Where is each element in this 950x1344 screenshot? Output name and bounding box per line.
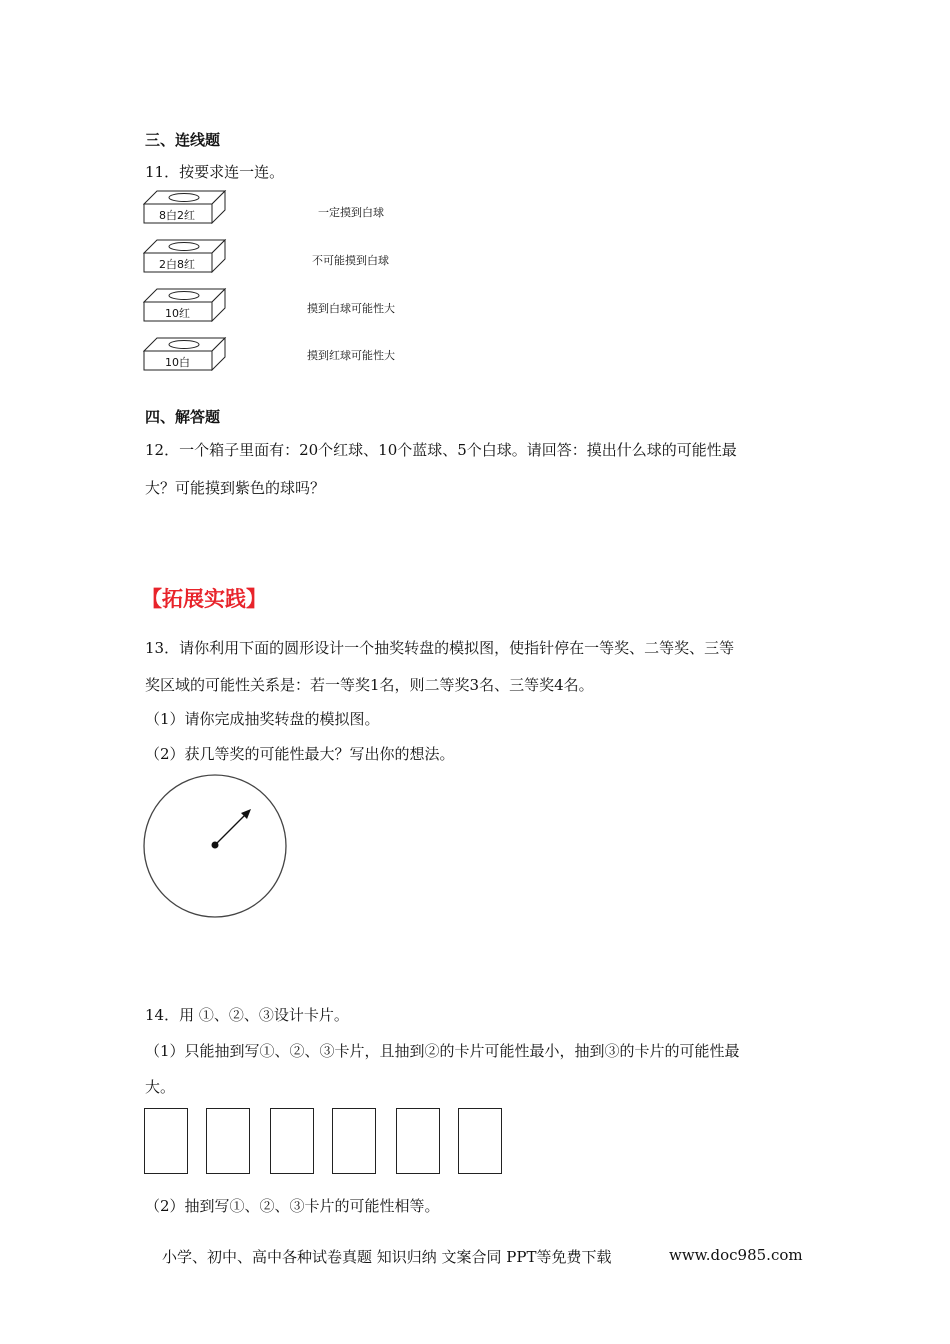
footer-url[interactable]: www.doc985.com bbox=[669, 1246, 803, 1264]
question-13-line-1: 13．请你利用下面的圆形设计一个抽奖转盘的模拟图，使指针停在一等奖、二等奖、三等 bbox=[145, 639, 735, 657]
box-label: 2白8红 bbox=[159, 258, 195, 271]
ball-box-4 bbox=[143, 337, 227, 375]
blank-card-6 bbox=[458, 1108, 502, 1174]
box-label: 8白2红 bbox=[159, 209, 195, 222]
question-14-sub-2: （2）抽到写①、②、③卡片的可能性相等。 bbox=[145, 1197, 440, 1215]
question-11-prompt: 11．按要求连一连。 bbox=[145, 163, 285, 181]
ball-box-1 bbox=[143, 190, 227, 228]
ball-box-3 bbox=[143, 288, 227, 326]
option-2: 不可能摸到白球 bbox=[312, 254, 389, 267]
section-4-title: 四、解答题 bbox=[145, 408, 221, 426]
option-1: 一定摸到白球 bbox=[318, 206, 384, 219]
ball-box-2 bbox=[143, 239, 227, 277]
question-13-sub-2: （2）获几等奖的可能性最大？写出你的想法。 bbox=[145, 745, 455, 763]
question-13-sub-1: （1）请你完成抽奖转盘的模拟图。 bbox=[145, 710, 380, 728]
blank-card-1 bbox=[144, 1108, 188, 1174]
question-12-line-2: 大？可能摸到紫色的球吗？ bbox=[145, 479, 326, 497]
spinner-wheel-icon bbox=[141, 772, 289, 920]
section-3-title: 三、连线题 bbox=[145, 131, 221, 149]
question-14-sub-1-line-2: 大。 bbox=[145, 1078, 176, 1096]
blank-card-4 bbox=[332, 1108, 376, 1174]
question-12-line-1: 12．一个箱子里面有：20个红球、10个蓝球、5个白球。请回答：摸出什么球的可能性最 bbox=[145, 441, 737, 459]
box-label: 10红 bbox=[165, 307, 190, 320]
footer-text: 小学、初中、高中各种试卷真题 知识归纳 文案合同 PPT等免费下载 bbox=[162, 1248, 612, 1266]
box-label: 10白 bbox=[165, 356, 190, 369]
blank-card-3 bbox=[270, 1108, 314, 1174]
extension-title: 【拓展实践】 bbox=[141, 587, 267, 611]
blank-card-5 bbox=[396, 1108, 440, 1174]
option-4: 摸到红球可能性大 bbox=[307, 349, 395, 362]
blank-card-2 bbox=[206, 1108, 250, 1174]
question-13-line-2: 奖区域的可能性关系是：若一等奖1名，则二等奖3名、三等奖4名。 bbox=[145, 676, 594, 694]
question-14-prompt: 14．用 ①、②、③设计卡片。 bbox=[145, 1006, 349, 1024]
option-3: 摸到白球可能性大 bbox=[307, 302, 395, 315]
question-14-sub-1-line-1: （1）只能抽到写①、②、③卡片，且抽到②的卡片可能性最小，抽到③的卡片的可能性最 bbox=[145, 1042, 740, 1060]
